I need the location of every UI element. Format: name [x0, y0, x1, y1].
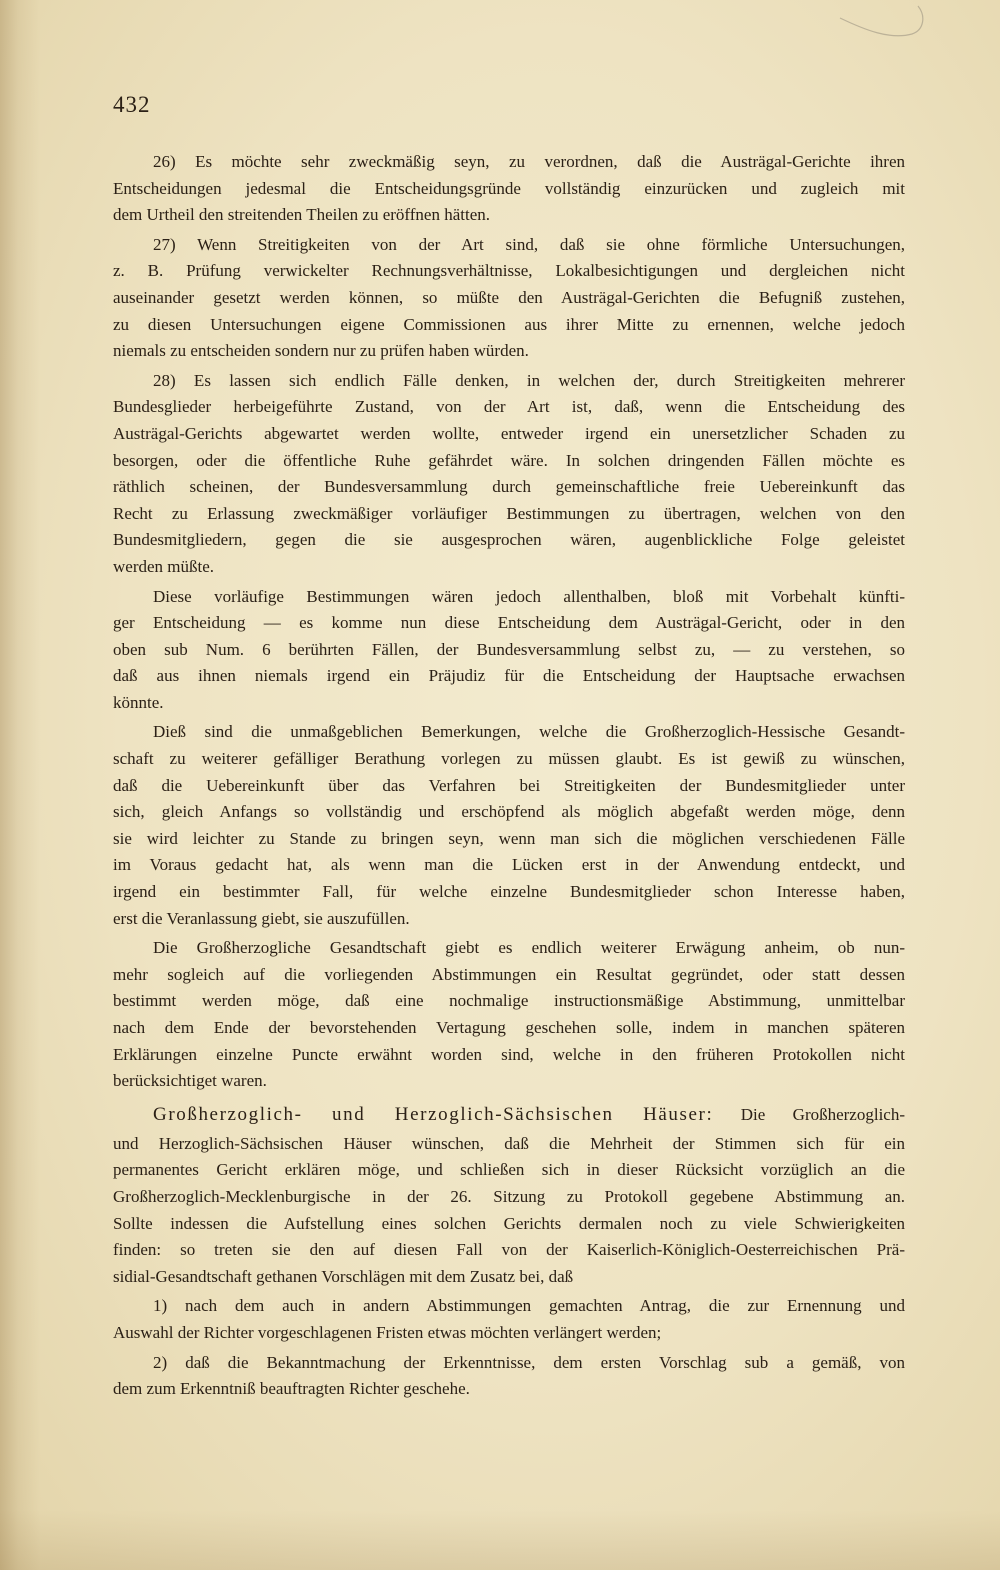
text-line: permanentes Gericht erklären möge, und schließen sich in dieser Rücksicht vorzüglich an die — [113, 1160, 905, 1180]
text-line: Die Großherzogliche Gesandtschaft giebt es endlich weiterer Erwägung anheim, ob nun- — [153, 938, 905, 958]
text-line: Diese vorläufige Bestimmungen wären jedoch allenthalben, bloß mit Vorbehalt künfti- — [153, 586, 905, 606]
text-line: finden: so treten sie den auf diesen Fall von der Kaiserlich-Königlich-Oesterreichischen Prä- — [113, 1240, 905, 1260]
text-line: räthlich scheinen, der Bundesversammlung durch gemeinschaftliche freie Uebereinkunft das — [113, 477, 905, 497]
text-line: auseinander gesetzt werden können, so müßte den Austrägal-Gerichten die Befugniß zustehen, — [113, 287, 905, 307]
text-line: irgend ein bestimmter Fall, für welche einzelne Bundesmitglieder schon Interesse haben, — [113, 882, 905, 902]
text-line: mehr sogleich auf die vorliegenden Abstimmungen ein Resultat gegründet, oder statt dessen — [113, 964, 905, 984]
text-line: schaft zu weiterer gefälliger Berathung vorlegen zu müssen glaubt. Es ist gewiß zu wünschen, — [113, 749, 905, 769]
text-line: Erklärungen einzelne Puncte erwähnt worden sind, welche in den früheren Protokollen nicht — [113, 1044, 905, 1064]
text-line: 27) Wenn Streitigkeiten von der Art sind, daß sie ohne förmliche Untersuchungen, — [153, 234, 905, 254]
paragraph — [113, 1098, 905, 1291]
text-line: 28) Es lassen sich endlich Fälle denken, in welchen der, durch Streitigkeiten mehrerer — [153, 370, 905, 390]
text-line: sidial-Gesandtschaft gethanen Vorschlägen mit dem Zusatz bei, daß — [113, 1266, 574, 1286]
pencil-mark — [820, 0, 940, 60]
text-line: und Herzoglich-Sächsischen Häuser wünschen, daß die Mehrheit der Stimmen sich für ein — [113, 1133, 905, 1153]
text-line: 26) Es möchte sehr zweckmäßig seyn, zu verordnen, daß die Austrägal-Gerichte ihren — [153, 152, 905, 171]
text-line: ger Entscheidung — es komme nun diese Entscheidung dem Austrägal-Gericht, oder in den — [113, 613, 905, 633]
paragraph — [113, 232, 905, 365]
text-line: Großherzoglich-Mecklenburgische in der 26. Sitzung zu Protokoll gegebene Abstimmung an. — [113, 1186, 905, 1206]
paragraph — [113, 1293, 905, 1346]
text-line: 2) daß die Bekanntmachung der Erkenntnisse, dem ersten Vorschlag sub a gemäß, von — [153, 1352, 905, 1372]
text-line: Dieß sind die unmaßgeblichen Bemerkungen, welche die Großherzoglich-Hessische Gesandt- — [153, 722, 905, 742]
text-line: nach dem Ende der bevorstehenden Vertagung geschehen solle, indem in manchen späteren — [113, 1018, 905, 1037]
text-line: werden müßte. — [113, 556, 215, 576]
text-line: dem zum Erkenntniß beauftragten Richter geschehe. — [113, 1379, 470, 1399]
text-line: bestimmt werden möge, daß eine nochmalige instructionsmäßige Abstimmung, unmittelbar — [113, 991, 905, 1011]
text-line: sich, gleich Anfangs so vollständig und erschöpfend als möglich abgefaßt werden möge, denn — [113, 802, 905, 822]
paragraph — [113, 1350, 905, 1403]
text-line: dem Urtheil den streitenden Theilen zu eröffnen hätten. — [113, 205, 491, 225]
text-line: berücksichtiget waren. — [113, 1071, 267, 1091]
text-line: erst die Veranlassung giebt, sie auszufüllen. — [113, 908, 410, 928]
text-line: Recht zu Erlassung zweckmäßiger vorläufiger Bestimmungen zu übertragen, welchen von den — [113, 503, 905, 523]
text-line — [113, 1098, 905, 1131]
paragraph — [113, 149, 905, 229]
text-line: Bundesglieder herbeigeführte Zustand, von der Art ist, daß, wenn die Entscheidung des — [113, 397, 905, 417]
text-body — [113, 149, 905, 1403]
paragraph — [113, 935, 905, 1095]
page-number: 432 — [113, 92, 151, 117]
text-line: daß aus ihnen niemals irgend ein Präjudiz für die Entscheidung der Hauptsache erwachsen — [113, 666, 905, 686]
text-line: zu diesen Untersuchungen eigene Commissionen aus ihrer Mitte zu ernennen, welche jedoch — [113, 314, 905, 334]
paragraph — [113, 368, 905, 581]
text-line: z. B. Prüfung verwickelter Rechnungsverhältnisse, Lokalbesichtigungen und dergleichen nicht — [113, 261, 905, 281]
text-line: niemals zu entscheiden sondern nur zu prüfen haben würden. — [113, 341, 529, 361]
section-heading: Großherzoglich- und Herzoglich-Sächsischen Häuser: — [153, 1103, 714, 1125]
text-line: daß die Uebereinkunft über das Verfahren bei Streitigkeiten der Bundesmitglieder unter — [113, 775, 905, 795]
text-line: oben sub Num. 6 berührten Fällen, der Bundesversammlung selbst zu, — zu verstehen, so — [113, 639, 905, 659]
text-line: Entscheidungen jedesmal die Entscheidungsgründe vollständig einzurücken und zugleich mit — [113, 178, 905, 198]
paragraph — [113, 719, 905, 932]
text-line-rest: Die Großherzoglich- — [740, 1104, 905, 1124]
text-line: sie wird leichter zu Stande zu bringen seyn, wenn man sich die möglichen verschiedenen Fälle — [113, 828, 905, 848]
text-line: 1) nach dem auch in andern Abstimmungen gemachten Antrag, die zur Ernennung und — [153, 1296, 905, 1316]
text-line: Auswahl der Richter vorgeschlagenen Fristen etwas möchten verlängert werden; — [113, 1322, 662, 1342]
text-line: besorgen, oder die öffentliche Ruhe gefährdet wäre. In solchen dringenden Fällen möchte es — [113, 450, 905, 470]
text-line: Bundesmitgliedern, gegen die sie ausgesprochen wären, augenblickliche Folge geleistet — [113, 530, 905, 550]
text-line: Austrägal-Gerichts abgewartet werden wollte, entweder irgend ein unersetzlicher Schaden zu — [113, 423, 905, 443]
text-line: könnte. — [113, 692, 164, 712]
text-line: im Voraus gedacht hat, als wenn man die Lücken erst in der Anwendung entdeckt, und — [113, 855, 905, 875]
paragraph — [113, 584, 905, 717]
text-line: Sollte indessen die Aufstellung eines solchen Gerichts dermalen noch zu viele Schwierigkeiten — [113, 1213, 905, 1233]
